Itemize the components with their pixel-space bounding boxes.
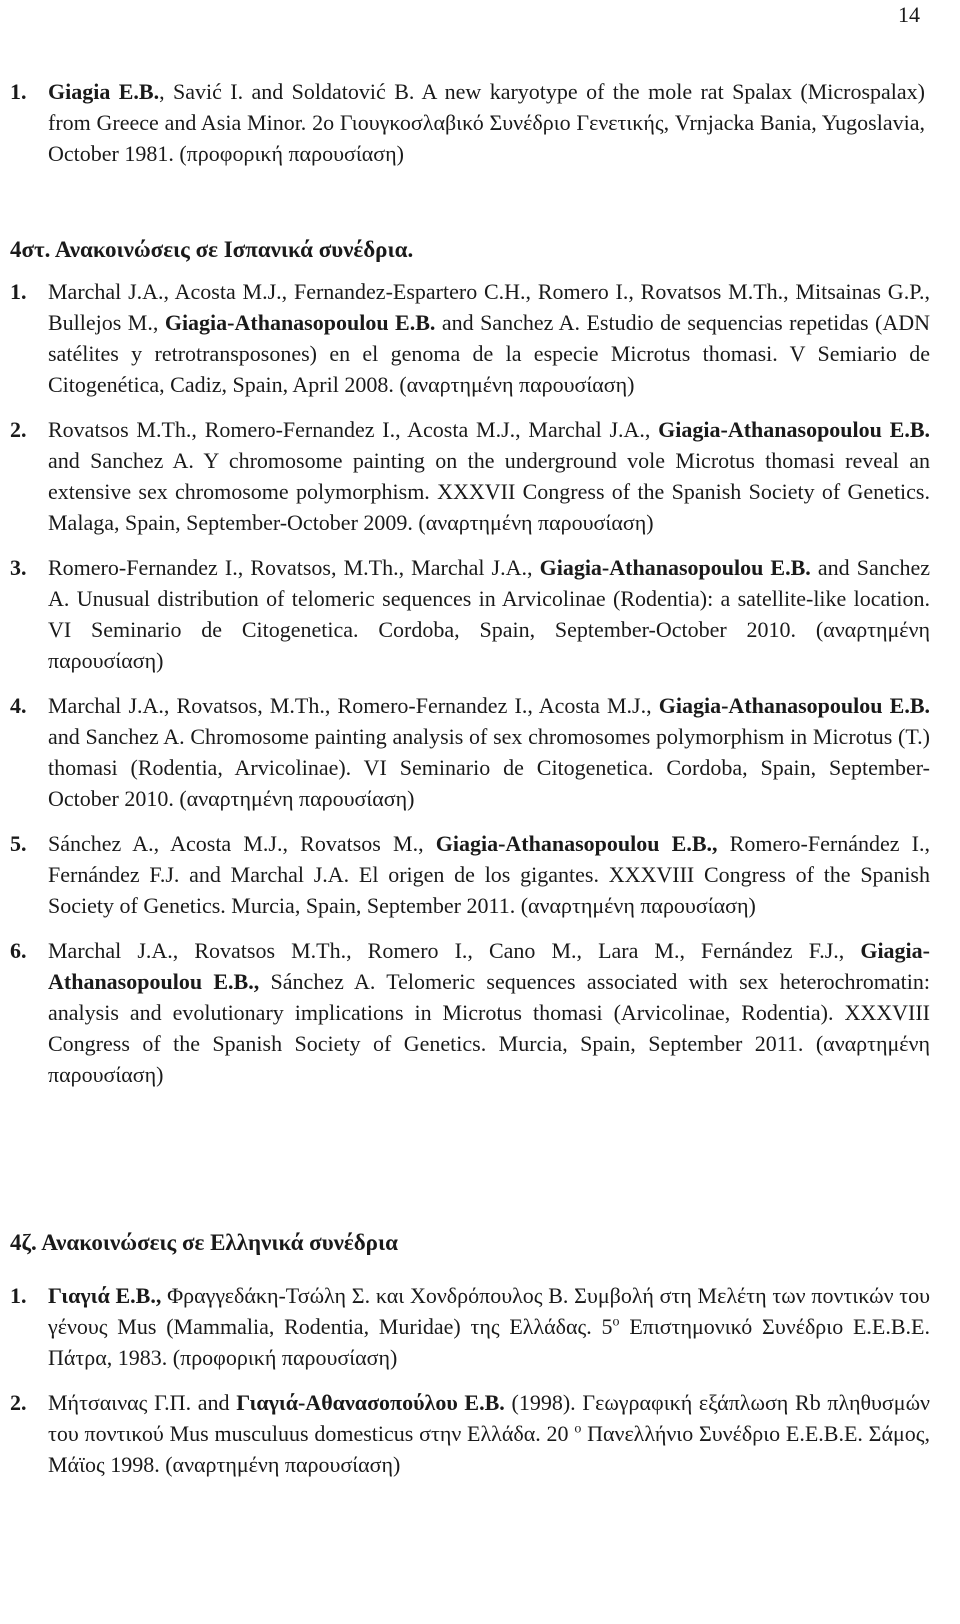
entry-post: and Sanchez A. Chromosome painting analysis of sex chromosomes polymorphism in Microtus (T.) thomasi (Rodentia, Arvicolinae). VI Seminario de Citogenetica. Cordoba, Spain, September-October 2010. (αναρτημένη παρουσίαση) [48, 724, 930, 811]
entry-text-b: Επιστημονικό Συνέδριο Ε.Ε.Β.Ε. Πάτρα, 1983. (προφορική παρουσίαση) [48, 1314, 930, 1370]
page-number: 14 [898, 2, 920, 27]
entry-author-bold: Giagia E.B. [48, 79, 160, 104]
list-item [10, 935, 930, 1090]
superscript-ordinal: ο [574, 1421, 582, 1437]
section-greek-conferences [10, 1227, 930, 1494]
entry-author-bold: Giagia-Athanasopoulou E.B. [658, 417, 930, 442]
entry-pre: Marchal J.A., Acosta M.J., Fernandez-Espartero C.H., Romero I., Rovatsos M.Th., Mitsainas G.P., Bullejos M., [48, 279, 930, 335]
entry-text-a: (1998). Γεωγραφική εξάπλωση Rb πληθυσμών του ποντικού Mus musculuus domesticus στην Ελλάδα. 20 [48, 1390, 930, 1446]
list-item [10, 414, 930, 538]
entry-rest: , Savić I. and Soldatović B. A new karyotype of the mole rat Spalax (Microspalax) from Greece and Asia Minor. 2o Γιουγκοσλαβικό Συνέδριο Γενετικής, Vrnjacka Bania, Yugoslavia, October 1981. (προφορική παρουσίαση) [48, 79, 925, 166]
entry-text [48, 1387, 930, 1480]
entry-pre: Marchal J.A., Rovatsos, M.Th., Romero-Fernandez I., Acosta M.J., [48, 693, 659, 718]
entry-post: and Sanchez A. Estudio de sequencias repetidas (ADN satélites y retrotransposones) en el genoma de la especie Microtus thomasi. V Semiario de Citogenética, Cadiz, Spain, April 2008. (αναρτημένη παρουσίαση) [48, 310, 930, 397]
list-item [10, 828, 930, 921]
entry-text [48, 828, 930, 921]
entry-pre: Sánchez A., Acosta M.J., Rovatsos M., [48, 831, 436, 856]
list-item [10, 552, 930, 676]
entry-number: 6. [10, 938, 27, 963]
entry-number: 1. [10, 79, 27, 104]
entry-text [48, 935, 930, 1090]
entry-post: Romero-Fernández I., Fernández F.J. and Marchal J.A. El origen de los gigantes. XXXVIII Congress of the Spanish Society of Genetics. Murcia, Spain, September 2011. (αναρτημένη παρουσίαση) [48, 831, 930, 918]
entry-pre: Μήτσαινας Γ.Π. and [48, 1390, 237, 1415]
entry-author-bold: Giagia-Athanasopoulou E.B. [539, 555, 811, 580]
list-item [10, 276, 930, 400]
entry-post: and Sanchez A. Y chromosome painting on the underground vole Microtus thomasi reveal an extensive sex chromosome polymorphism. XXXVII Congress of the Spanish Society of Genetics. Malaga, Spain, September-October 2009. (αναρτημένη παρουσίαση) [48, 448, 930, 535]
entry-text [48, 276, 930, 400]
entry-number: 2. [10, 1390, 27, 1415]
entry-number: 1. [10, 279, 27, 304]
superscript-ordinal: ο [612, 1314, 620, 1330]
section-spanish-conferences [10, 234, 930, 1104]
entry-number: 4. [10, 693, 27, 718]
section-heading-spanish: 4στ. Ανακοινώσεις σε Ισπανικά συνέδρια. [10, 237, 414, 262]
entry-post: Sánchez A. Telomeric sequences associated with sex heterochromatin: analysis and evolutionary implications in Microtus thomasi (Arvicolinae, Rodentia). XXXVIII Congress of the Spanish Society of Genetics. Murcia, Spain, September 2011. (αναρτημένη παρουσίαση) [48, 969, 930, 1087]
entry-author-bold: Giagia-Athanasopoulou E.B. [658, 693, 930, 718]
entry-text-b: Πανελλήνιο Συνέδριο Ε.Ε.Β.Ε. Σάμος, Μάϊος 1998. (αναρτημένη παρουσίαση) [48, 1421, 930, 1477]
entry-pre: Marchal J.A., Rovatsos M.Th., Romero I., Cano M., Lara M., Fernández F.J., [48, 938, 861, 963]
entry-author-bold: Γιαγιά-Αθανασοπούλου Ε.Β. [236, 1390, 505, 1415]
entry-text-a: Φραγγεδάκη-Τσώλη Σ. και Χονδρόπουλος Β. Συμβολή στη Μελέτη των ποντικών του γένους Mus (Mammalia, Rodentia, Muridae) της Ελλάδας. 5 [48, 1283, 930, 1339]
entry-pre: Romero-Fernandez I., Rovatsos, M.Th., Marchal J.A., [48, 555, 540, 580]
entry-number: 5. [10, 831, 27, 856]
entry-number: 3. [10, 555, 27, 580]
entry-number: 1. [10, 1283, 27, 1308]
entry-author-bold: Giagia-Athanasopoulou E.B., [435, 831, 718, 856]
entry-text [48, 690, 930, 814]
entry-author-bold: Giagia-Athanasopoulou E.B., [48, 938, 930, 994]
list-item [10, 1280, 930, 1373]
conference-entry-top [10, 76, 925, 183]
entry-text [48, 76, 925, 169]
section-heading-greek: 4ζ. Ανακοινώσεις σε Ελληνικά συνέδρια [10, 1230, 398, 1255]
list-item [10, 690, 930, 814]
entry-post: and Sanchez A. Unusual distribution of telomeric sequences in Arvicolinae (Rodentia): a satellite-like location. VI Seminario de Citogenetica. Cordoba, Spain, September-October 2010. (αναρτημένη παρουσίαση) [48, 555, 930, 673]
entry-author-bold: Γιαγιά Ε.Β., [48, 1283, 162, 1308]
list-item [10, 76, 925, 169]
entry-number: 2. [10, 417, 27, 442]
entry-text [48, 552, 930, 676]
entry-text [48, 1280, 930, 1373]
entry-pre: Rovatsos M.Th., Romero-Fernandez I., Acosta M.J., Marchal J.A., [48, 417, 659, 442]
entry-text [48, 414, 930, 538]
entry-author-bold: Giagia-Athanasopoulou E.B. [164, 310, 436, 335]
list-item [10, 1387, 930, 1480]
